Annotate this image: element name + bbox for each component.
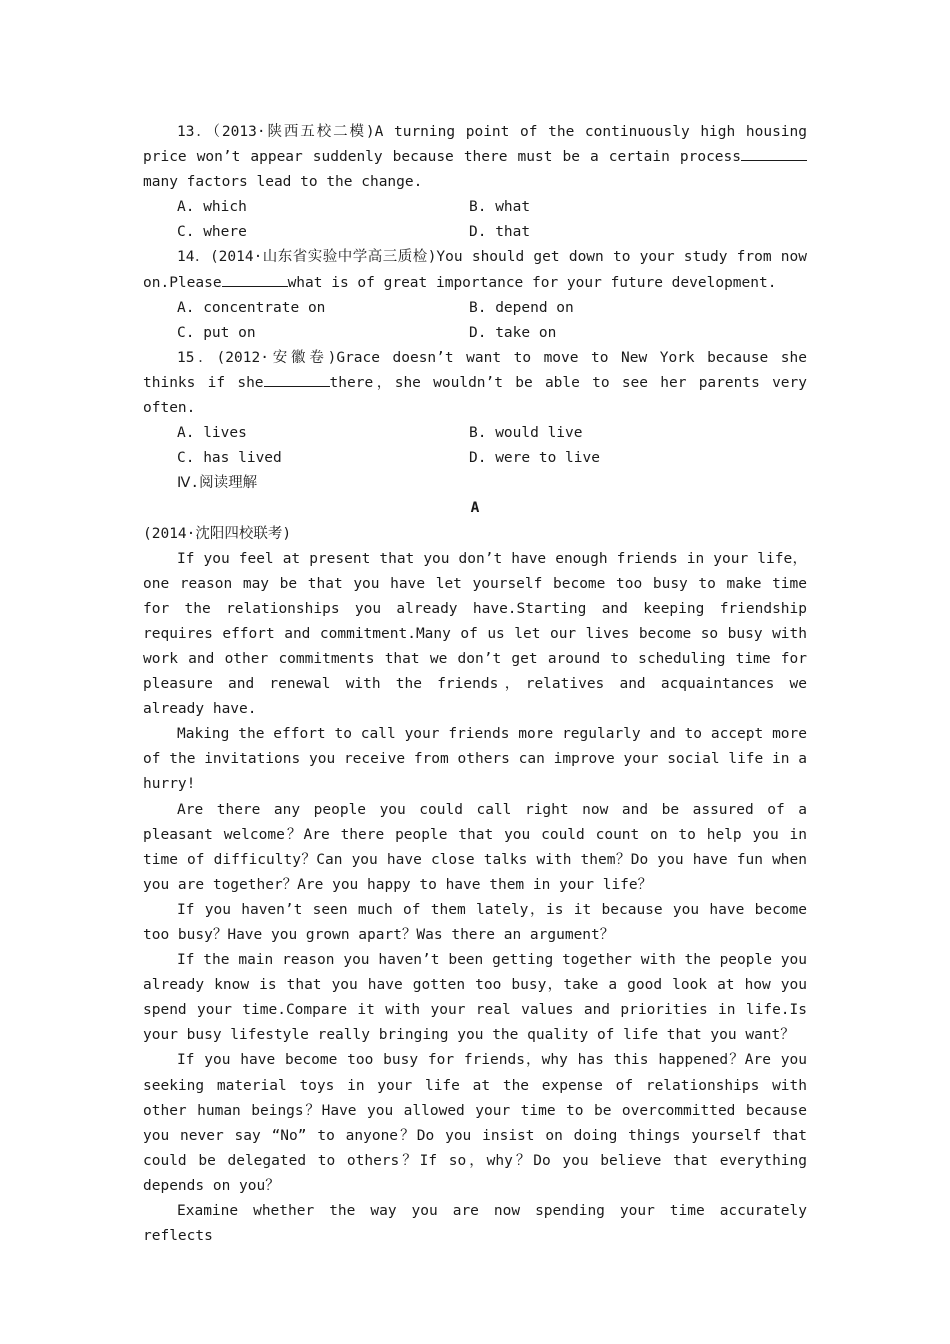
passage-paragraph-3: Are there any people you could call right now and be assured of a pleasant welcome？Are there people that you could count on to help you in time of difficulty？Can you have close talks with them？Do you have fun when you are together？Are you happy to have them in your life？ bbox=[143, 801, 807, 893]
question-13-text: 13．（2013·陕西五校二模)A turning point of the continuously high housing price won’t appear suddenly because there must be a certain process bbox=[143, 124, 807, 166]
question-15-text-end: there，she wouldn’t be able to see her parents very often. bbox=[143, 374, 807, 417]
option-c: C. where bbox=[177, 224, 247, 241]
passage-paragraph-7: Examine whether the way you are now spending your time accurately reflects bbox=[143, 1203, 807, 1245]
section-heading: Ⅳ.阅读理解 bbox=[177, 475, 258, 492]
passage-paragraph-5: If the main reason you haven’t been getting together with the people you already know is that you have gotten too busy，take a good look at how you spend your time.Compare it with your real values and priorities in life.Is your busy lifestyle really bringing you the quality of life that you want？ bbox=[143, 952, 807, 1044]
question-13-options-row-2 bbox=[143, 220, 807, 245]
question-14-text: 14．(2014·山东省实验中学高三质检)You should get down to your study from now on.Please bbox=[143, 249, 807, 291]
passage-paragraph-1: If you feel at present that you don’t have enough friends in your life，one reason may be that you have let yourself become too busy to make time for the relationships you already have.Starting and keeping friendship requires effort and commitment.Many of us let our lives become so busy with work and other commitments that we don’t get around to scheduling time for pleasure and renewal with the friends，relatives and acquaintances we already have. bbox=[143, 550, 807, 718]
option-c: C. put on bbox=[177, 324, 256, 341]
passage-paragraph-4: If you haven’t seen much of them lately，is it because you have become too busy？Have you grown apart？Was there an argument？ bbox=[143, 901, 807, 943]
option-a: A. lives bbox=[177, 425, 247, 442]
passage-paragraph-2: Making the effort to call your friends more regularly and to accept more of the invitations you receive from others can improve your social life in a hurry! bbox=[143, 726, 807, 793]
question-15-stem bbox=[143, 346, 807, 421]
question-14-options-row-2 bbox=[143, 321, 807, 346]
option-d: D. take on bbox=[469, 324, 557, 341]
question-14-stem bbox=[143, 245, 807, 295]
answer-blank bbox=[222, 272, 288, 287]
passage-source: (2014·沈阳四校联考) bbox=[143, 525, 292, 542]
option-b: B. would live bbox=[469, 425, 583, 442]
passage-paragraph-6: If you have become too busy for friends，why has this happened？Are you seeking material toys in your life at the expense of relationships with other human beings？Have you allowed your time to be overcommitted because you never say “No” to anyone？Do you insist on doing things yourself that could be delegated to others？If so，why？Do you believe that everything depends on you？ bbox=[143, 1052, 807, 1194]
question-13-options-row-1 bbox=[143, 195, 807, 220]
question-15-text: 15．(2012·安徽卷)Grace doesn’t want to move to New York because she thinks if she bbox=[143, 349, 807, 391]
answer-blank bbox=[741, 146, 807, 161]
option-b: B. what bbox=[469, 199, 531, 216]
question-14-text-end: what is of great importance for your future development. bbox=[287, 274, 777, 291]
question-14-options-row-1 bbox=[143, 296, 807, 321]
question-13-text-end: many factors lead to the change. bbox=[143, 174, 423, 191]
passage-label: A bbox=[470, 500, 480, 517]
document-page bbox=[143, 120, 807, 1249]
option-d: D. were to live bbox=[469, 450, 600, 467]
answer-blank bbox=[264, 372, 330, 387]
option-c: C. has lived bbox=[177, 450, 282, 467]
option-a: A. concentrate on bbox=[177, 299, 326, 316]
option-a: A. which bbox=[177, 199, 247, 216]
question-13-stem bbox=[143, 120, 807, 195]
option-b: B. depend on bbox=[469, 299, 574, 316]
option-d: D. that bbox=[469, 224, 531, 241]
question-15-options-row-1 bbox=[143, 421, 807, 446]
question-15-options-row-2 bbox=[143, 446, 807, 471]
